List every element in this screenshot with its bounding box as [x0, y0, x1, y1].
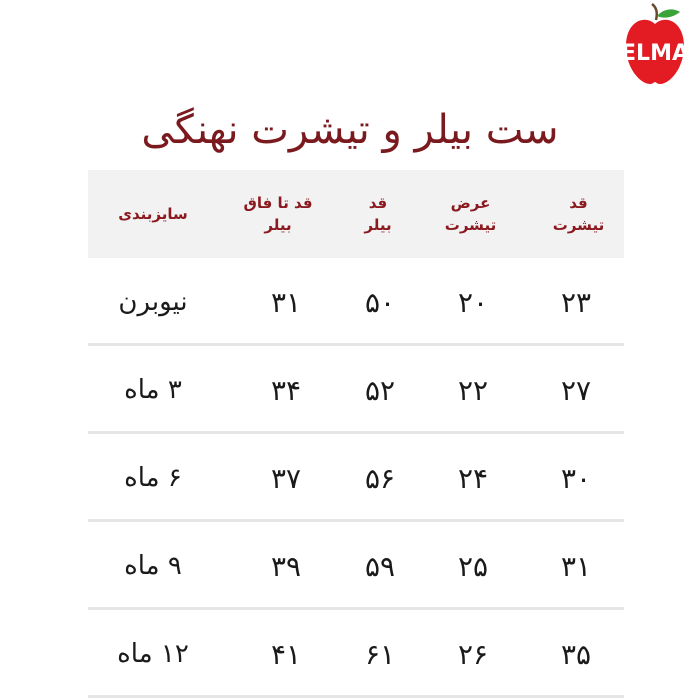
cell-shirt-width: ۲۲	[457, 373, 489, 407]
cell-size: نیوبرن	[118, 287, 188, 317]
cell-shirt-length: ۲۷	[560, 373, 592, 407]
table-row	[88, 610, 624, 698]
cell-size: ۹ ماه	[124, 551, 182, 581]
table-row	[88, 346, 624, 434]
cell-shirt-length: ۲۳	[560, 285, 592, 319]
cell-total-length: ۳۷	[270, 461, 302, 495]
logo-text: ELMA	[622, 41, 688, 66]
cell-pants-length: ۵۹	[364, 549, 396, 583]
header-pants-length: قد بیلر	[364, 194, 392, 234]
table-row	[88, 258, 624, 346]
table-row	[88, 434, 624, 522]
header-total-length: قد تا فاق بیلر	[243, 194, 313, 234]
cell-shirt-width: ۲۵	[457, 549, 489, 583]
cell-shirt-width: ۲۰	[457, 285, 489, 319]
table-header	[88, 170, 624, 258]
cell-shirt-length: ۳۵	[560, 637, 592, 671]
cell-shirt-width: ۲۶	[457, 637, 489, 671]
cell-size: ۳ ماه	[124, 375, 182, 405]
apple-logo-icon	[622, 2, 688, 88]
elma-logo	[622, 2, 688, 88]
cell-size: ۶ ماه	[124, 463, 182, 493]
header-shirt-width: عرض تیشرت	[444, 194, 497, 234]
cell-total-length: ۴۱	[270, 637, 302, 671]
cell-total-length: ۳۱	[270, 285, 302, 319]
cell-shirt-length: ۳۰	[560, 461, 592, 495]
cell-shirt-length: ۳۱	[560, 549, 592, 583]
cell-pants-length: ۶۱	[364, 637, 396, 671]
table-row	[88, 522, 624, 610]
cell-pants-length: ۵۲	[364, 373, 396, 407]
header-size: سایزبندی	[118, 205, 188, 223]
header-shirt-length: قد تیشرت	[552, 194, 605, 234]
size-table	[88, 170, 624, 698]
cell-pants-length: ۵۶	[364, 461, 396, 495]
cell-total-length: ۳۴	[270, 373, 302, 407]
cell-pants-length: ۵۰	[364, 285, 396, 319]
cell-total-length: ۳۹	[270, 549, 302, 583]
page-title: ست بیلر و تیشرت نهنگی	[141, 107, 559, 153]
cell-size: ۱۲ ماه	[117, 639, 189, 669]
cell-shirt-width: ۲۴	[457, 461, 489, 495]
